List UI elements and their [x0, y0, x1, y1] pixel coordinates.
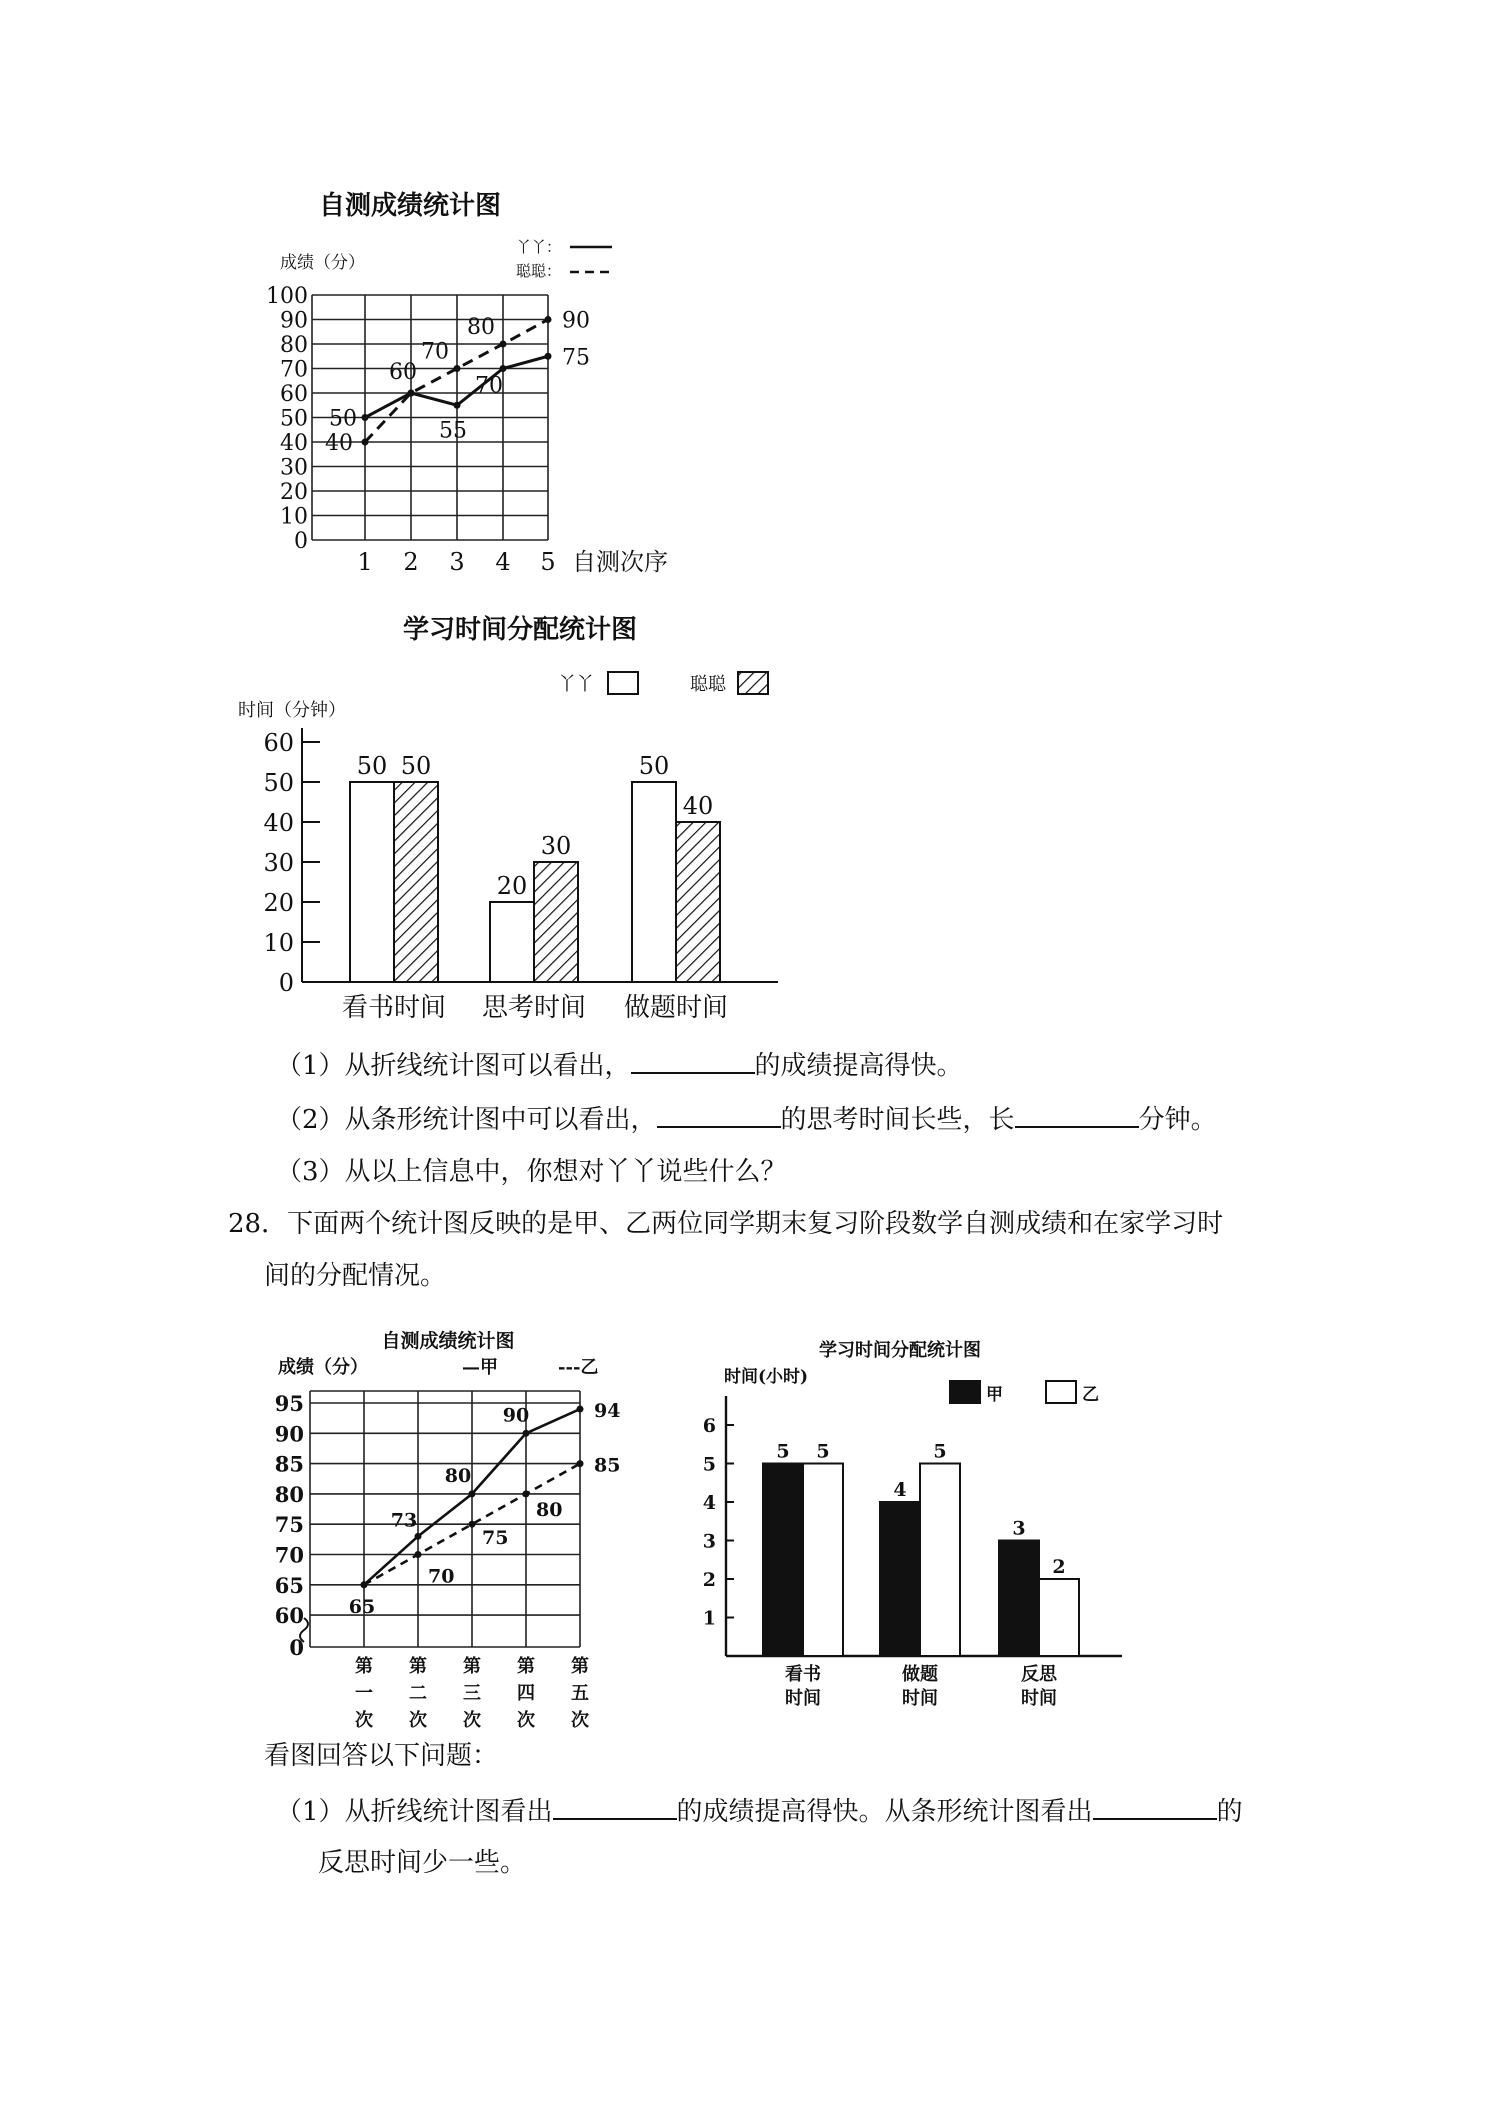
chart-title: 自测成绩统计图 [318, 191, 502, 221]
data-label: 50 [329, 406, 357, 432]
bar [999, 1541, 1039, 1657]
y-tick-label: 70 [274, 1542, 304, 1568]
data-label: 5 [933, 1440, 947, 1463]
x-tick-label-char: 二 [409, 1683, 427, 1704]
x-tick-label: 做题时间 [623, 993, 729, 1023]
y-tick-label: 85 [274, 1451, 304, 1477]
y-tick-label: 40 [263, 809, 294, 837]
data-label: 73 [390, 1509, 418, 1532]
data-label: 90 [502, 1404, 530, 1427]
instruction: 看图回答以下问题： [264, 1741, 499, 1771]
legend-label-congcong: 聪聪： [516, 262, 562, 280]
x-tick-label: 3 [449, 548, 465, 576]
legend-label-congcong: 聪聪 [690, 674, 726, 695]
problem-28-line-1: 28．下面两个统计图反映的是甲、乙两位同学期末复习阶段数学自测成绩和在家学习时 [228, 1209, 1224, 1239]
data-label: 50 [356, 752, 388, 780]
y-tick-label: 4 [702, 1492, 716, 1514]
y-tick-label: 95 [274, 1391, 304, 1416]
y-tick-label: 75 [274, 1512, 304, 1538]
y-tick-label: 60 [274, 1603, 304, 1629]
y-tick-label: 0 [289, 1635, 304, 1660]
data-label: 5 [776, 1440, 790, 1463]
data-label: 50 [400, 752, 432, 780]
y-tick-label: 100 [266, 284, 308, 309]
chart-legend [950, 1381, 1099, 1405]
legend-label-yi: ---乙 [558, 1357, 599, 1378]
bar [763, 1464, 803, 1657]
y-tick-label: 3 [702, 1530, 716, 1553]
x-tick-label: 看书 [785, 1664, 821, 1685]
data-label: 80 [444, 1464, 472, 1487]
y-tick-label: 30 [263, 849, 294, 877]
data-label: 70 [428, 1565, 455, 1588]
y-tick-label: 80 [280, 333, 308, 358]
x-tick-label-char: 第 [355, 1656, 373, 1677]
y-tick-label: 30 [280, 455, 308, 481]
x-tick-label: 思考时间 [481, 993, 587, 1023]
y-tick-label: 1 [702, 1607, 716, 1630]
x-tick-label-char: 次 [355, 1710, 373, 1731]
question-1: （1）从折线统计图可以看出， 的成绩提高得快。 [276, 1044, 963, 1086]
data-label: 30 [540, 832, 572, 860]
y-tick-label: 10 [263, 929, 294, 957]
y-tick-label: 65 [274, 1572, 304, 1598]
chart-title: 学习时间分配统计图 [819, 1340, 981, 1361]
y-tick-label: 70 [280, 357, 308, 383]
x-axis-label: 自测次序 [572, 548, 668, 576]
answer-blank[interactable] [1093, 1790, 1217, 1820]
x-tick-label-char: 第 [571, 1656, 589, 1677]
y-tick-label: 5 [702, 1453, 716, 1476]
x-tick-label: 做题 [902, 1664, 938, 1685]
legend-label-yaya: 丫丫 [558, 674, 594, 695]
x-tick-label: 4 [495, 548, 511, 576]
x-tick-label-char: 第 [517, 1656, 535, 1677]
question-28-1-cont: 反思时间少一些。 [318, 1848, 527, 1878]
chart-title: 学习时间分配统计图 [402, 615, 638, 645]
legend-swatch-yi [1046, 1381, 1076, 1403]
data-label: 90 [562, 308, 590, 334]
y-tick-label: 80 [274, 1481, 304, 1507]
legend-label-jia: —甲 [462, 1357, 498, 1378]
data-label: 70 [421, 339, 449, 365]
data-label: 20 [496, 872, 528, 900]
bar [803, 1464, 843, 1657]
y-axis-label: 成绩（分） [280, 253, 365, 273]
y-axis-label: 时间（分钟） [238, 700, 346, 721]
x-tick-label-char: 一 [355, 1683, 373, 1704]
data-label: 40 [682, 792, 714, 820]
answer-blank[interactable] [553, 1790, 677, 1820]
y-tick-label: 50 [263, 769, 294, 797]
chart-title: 自测成绩统计图 [381, 1330, 515, 1352]
bar [1039, 1579, 1079, 1656]
x-tick-label: 反思 [1021, 1664, 1057, 1685]
data-label: 65 [348, 1595, 376, 1618]
data-label: 60 [389, 360, 417, 385]
y-tick-label: 0 [294, 529, 308, 554]
data-label: 40 [325, 431, 353, 456]
y-tick-label: 60 [263, 729, 294, 757]
question-3: （3）从以上信息中，你想对丫丫说些什么？ [276, 1157, 787, 1187]
y-tick-label: 10 [280, 504, 308, 530]
bar [920, 1464, 960, 1657]
data-label: 80 [467, 315, 495, 340]
question-28-1: （1）从折线统计图看出 的成绩提高得快。从条形统计图看出 的 [276, 1790, 1243, 1832]
y-tick-label: 90 [274, 1421, 304, 1447]
x-tick-label: 时间 [1021, 1688, 1057, 1709]
x-tick-label-char: 第 [463, 1656, 481, 1677]
legend-swatch-jia [950, 1381, 980, 1403]
x-tick-label: 时间 [785, 1688, 821, 1709]
x-tick-label-char: 次 [571, 1710, 589, 1731]
x-tick-label: 时间 [902, 1688, 938, 1709]
x-tick-label: 2 [403, 548, 419, 576]
y-tick-label: 2 [702, 1569, 716, 1591]
legend-label-yaya: 丫丫： [516, 238, 562, 256]
question-2: （2）从条形统计图中可以看出， 的思考时间长些，长 分钟。 [276, 1098, 1217, 1140]
data-label: 3 [1012, 1517, 1026, 1540]
x-tick-label: 5 [540, 548, 556, 576]
x-tick-label-char: 四 [517, 1683, 535, 1704]
data-label: 94 [594, 1400, 621, 1423]
y-tick-label: 50 [280, 406, 308, 432]
y-tick-label: 20 [280, 480, 308, 505]
data-label: 55 [439, 418, 467, 444]
y-tick-label: 60 [280, 382, 308, 407]
x-tick-label-char: 次 [517, 1710, 535, 1731]
data-label: 50 [638, 752, 670, 780]
data-label: 85 [594, 1454, 621, 1477]
problem-28-line-2: 间的分配情况。 [264, 1261, 447, 1291]
legend-label-jia: 甲 [986, 1385, 1003, 1405]
x-tick-label-char: 第 [409, 1656, 427, 1677]
y-tick-label: 40 [280, 431, 308, 456]
x-tick-label: 看书时间 [341, 993, 447, 1023]
data-label: 2 [1052, 1556, 1066, 1578]
x-tick-label-char: 三 [463, 1683, 481, 1704]
y-axis-label: 成绩（分） [278, 1357, 368, 1378]
y-tick-label: 6 [702, 1415, 716, 1437]
y-axis-label: 时间(小时) [724, 1367, 809, 1387]
legend-label-yi: 乙 [1082, 1385, 1099, 1405]
bar [880, 1502, 920, 1656]
data-label: 75 [482, 1527, 509, 1550]
x-tick-label-char: 次 [463, 1710, 481, 1731]
data-label: 5 [816, 1440, 830, 1463]
y-tick-label: 90 [280, 308, 308, 334]
data-label: 4 [893, 1479, 907, 1501]
x-tick-label-char: 次 [409, 1710, 427, 1731]
x-tick-label: 1 [357, 548, 373, 576]
data-label: 70 [475, 373, 503, 399]
data-label: 80 [536, 1498, 563, 1521]
x-tick-label-char: 五 [571, 1683, 589, 1704]
bars [763, 1441, 1079, 1657]
y-tick-label: 0 [278, 969, 294, 997]
y-tick-label: 20 [263, 889, 294, 917]
data-label: 75 [562, 345, 590, 371]
